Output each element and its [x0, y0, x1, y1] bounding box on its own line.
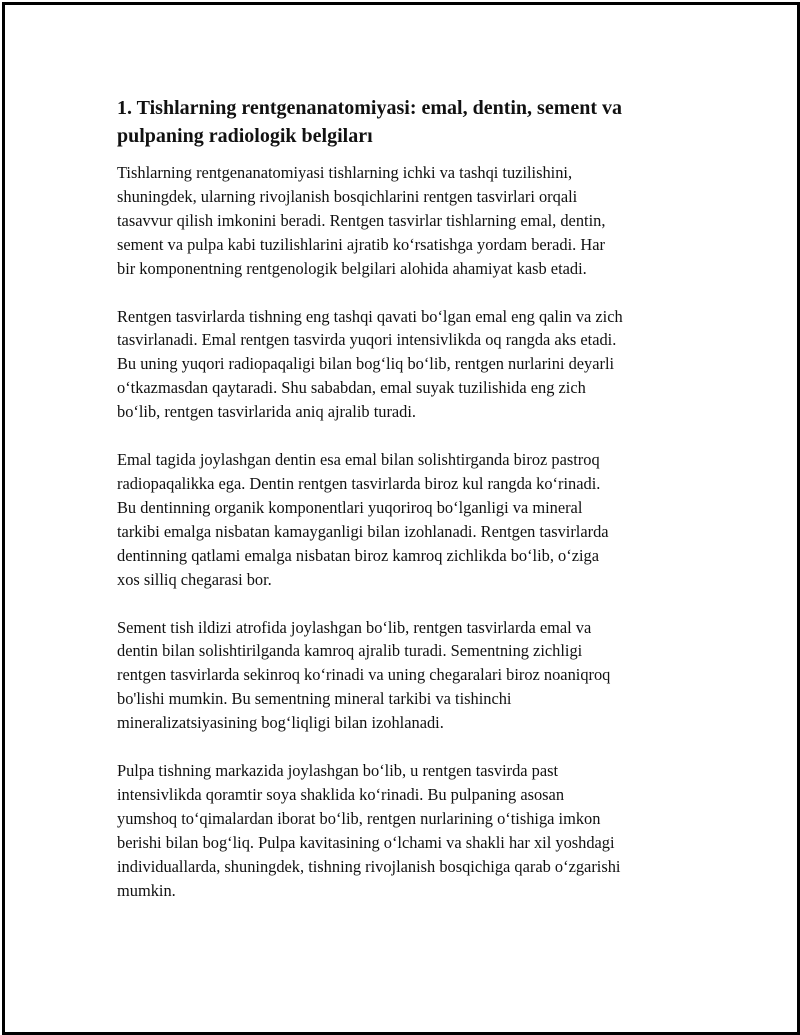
paragraph-line: mumkin.	[117, 880, 176, 900]
paragraph-line: bo'lishi mumkin. Bu sementning mineral tarkibi va tishinchi	[117, 689, 512, 709]
paragraph-line: rentgen tasvirlarda sekinroq koʻrinadi va uning chegaralari biroz noaniqroq	[117, 665, 611, 685]
heading-line: 1. Tishlarning rentgenanatomiyasi: emal, dentin, sement va	[117, 97, 623, 119]
section-heading	[117, 94, 697, 150]
paragraph-line: yumshoq toʻqimalardan iborat boʻlib, rentgen nurlarining oʻtishiga imkon	[117, 808, 601, 828]
paragraph-line: bir komponentning rentgenologik belgilari alohida ahamiyat kasb etadi.	[117, 258, 587, 278]
paragraph-line: Bu uning yuqori radiopaqaligi bilan bogʻliq boʻlib, rentgen nurlarini deyarli	[117, 354, 615, 374]
paragraph-line: Bu dentinning organik komponentlari yuqoriroq boʻlganligi va mineral	[117, 497, 583, 517]
paragraph-line: dentin bilan solishtirilganda kamroq ajralib turadi. Sementning zichligi	[117, 641, 583, 661]
paragraph-line: mineralizatsiyasining bogʻliqligi bilan izohlanadi.	[117, 713, 444, 733]
paragraph-line: dentinning qatlami emalga nisbatan biroz kamroq zichlikda boʻlib, oʻziga	[117, 545, 600, 565]
paragraph-line: individuallarda, shuningdek, tishning rivojlanish bosqichiga qarab oʻzgarishi	[117, 856, 621, 876]
paragraph-line: sement va pulpa kabi tuzilishlarini ajratib koʻrsatishga yordam beradi. Har	[117, 234, 605, 254]
paragraph-line: xos silliq chegarasi bor.	[117, 569, 272, 589]
document-body	[117, 94, 697, 926]
paragraph-pulp	[117, 759, 697, 902]
paragraph-dentin	[117, 448, 697, 591]
paragraph-line: Rentgen tasvirlarda tishning eng tashqi qavati boʻlgan emal eng qalin va zich	[117, 306, 623, 326]
paragraph-line: tasavvur qilish imkonini beradi. Rentgen tasvirlar tishlarning emal, dentin,	[117, 210, 606, 230]
paragraph-line: Sement tish ildizi atrofida joylashgan boʻlib, rentgen tasvirlarda emal va	[117, 617, 592, 637]
paragraph-cement	[117, 616, 697, 736]
paragraph-line: oʻtkazmasdan qaytaradi. Shu sababdan, emal suyak tuzilishida eng zich	[117, 378, 586, 398]
paragraph-line: Emal tagida joylashgan dentin esa emal bilan solishtirganda biroz pastroq	[117, 450, 600, 470]
paragraph-intro	[117, 161, 697, 281]
paragraph-line: boʻlib, rentgen tasvirlarida aniq ajralib turadi.	[117, 402, 417, 422]
paragraph-line: Tishlarning rentgenanatomiyasi tishlarning ichki va tashqi tuzilishini,	[117, 163, 573, 182]
paragraph-enamel	[117, 305, 697, 425]
paragraph-line: tasvirlanadi. Emal rentgen tasvirda yuqori intensivlikda oq rangda aks etadi.	[117, 330, 617, 350]
paragraph-line: tarkibi emalga nisbatan kamayganligi bilan izohlanadi. Rentgen tasvirlarda	[117, 521, 609, 541]
paragraph-line: radiopaqalikka ega. Dentin rentgen tasvirlarda biroz kul rangda koʻrinadi.	[117, 473, 601, 493]
paragraph-line: shuningdek, ularning rivojlanish bosqichlarini rentgen tasvirlari orqali	[117, 186, 578, 206]
paragraph-line: Pulpa tishning markazida joylashgan boʻlib, u rentgen tasvirda past	[117, 761, 559, 781]
paragraph-line: intensivlikda qoramtir soya shaklida koʻrinadi. Bu pulpaning asosan	[117, 784, 565, 804]
heading-line: pulpaning radiologik belgiları	[117, 125, 373, 147]
paragraph-line: berishi bilan bogʻliq. Pulpa kavitasining oʻlchami va shakli har xil yoshdagi	[117, 832, 615, 852]
